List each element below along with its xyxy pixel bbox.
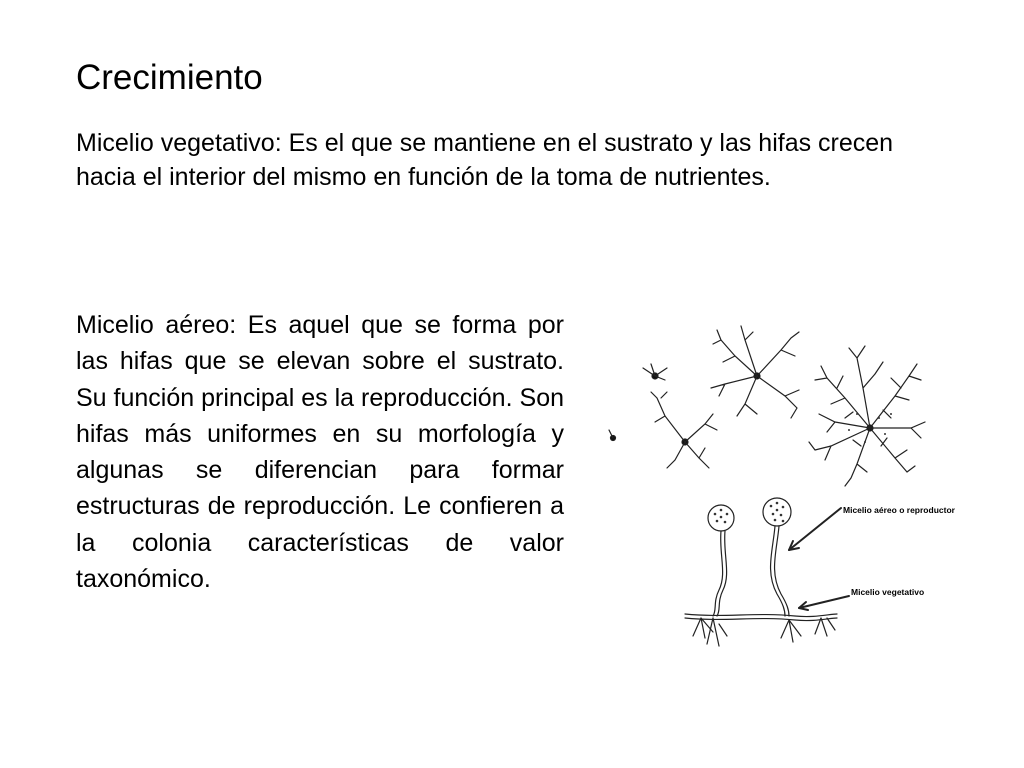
mature-colony xyxy=(809,346,925,486)
developing-colony xyxy=(711,326,799,418)
sporangiophore-diagram xyxy=(685,498,849,646)
mycelium-illustration xyxy=(595,318,1005,658)
label-micelio-aereo: Micelio aéreo o reproductor xyxy=(843,505,955,515)
slide-title: Crecimiento xyxy=(76,58,263,97)
paragraph-micelio-vegetativo: Micelio vegetativo: Es el que se mantiene en el sustrato y las hifas crecen hacia el interior del mismo en función de la toma de nutrientes. xyxy=(76,129,894,191)
mycelium-drawing xyxy=(595,318,1005,658)
paragraph-micelio-aereo: Micelio aéreo: Es aquel que se forma por las hifas que se elevan sobre el sustrato. Su función principal es la reproducción. Son hifas más uniformes en su morfología y algunas se diferencian para formar estructuras de reproducción. Le confieren a la colonia características de valor taxonómico. xyxy=(76,311,564,594)
young-colony xyxy=(651,392,717,468)
label-micelio-vegetativo: Micelio vegetativo xyxy=(851,587,925,597)
